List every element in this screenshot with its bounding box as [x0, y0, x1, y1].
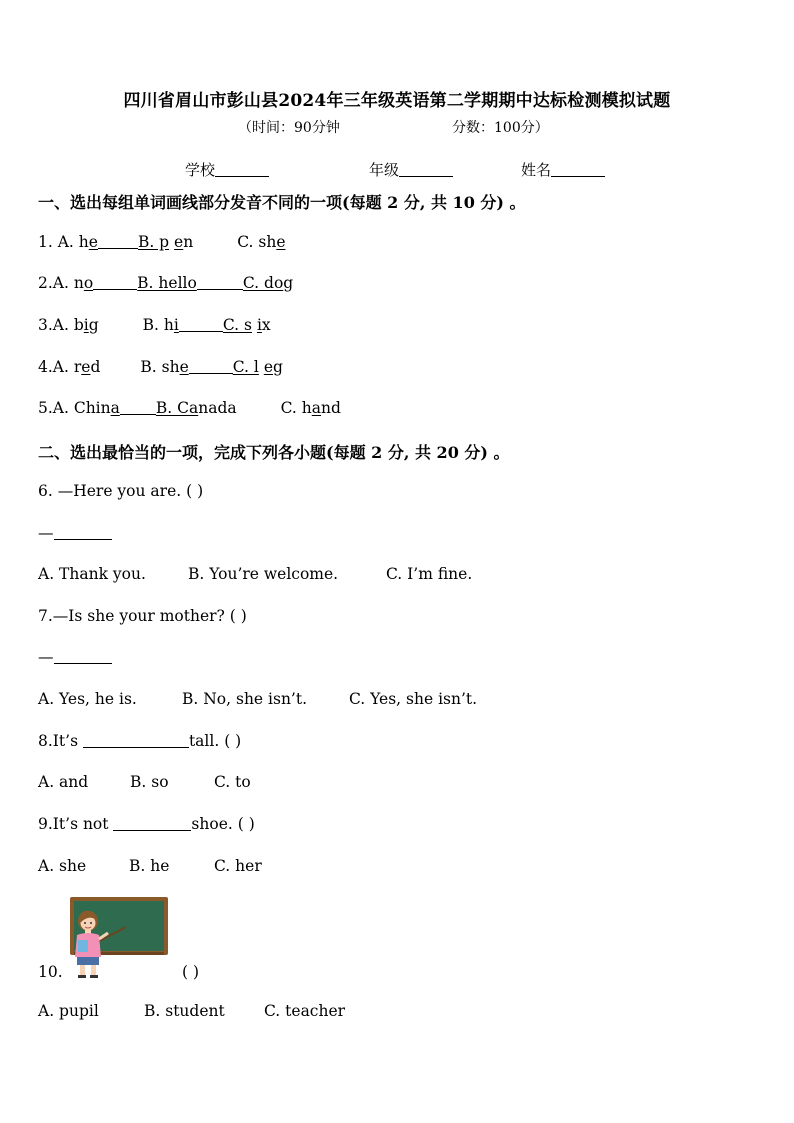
option-c[interactable]: C. I’m fine.: [386, 565, 473, 583]
question-10-number: 10.: [38, 963, 63, 981]
question-2: 2.A. no B. hello C. dog: [38, 274, 294, 292]
name-label: 姓名: [521, 161, 552, 179]
question-10-options: [38, 1002, 345, 1020]
teacher-blackboard-image: [66, 895, 170, 981]
time-label: （时间：90分钟: [238, 120, 340, 136]
option-b[interactable]: B. No, she isn’t.: [182, 690, 308, 708]
option-a[interactable]: A. and: [38, 773, 89, 791]
option-c[interactable]: C. Yes, she isn’t.: [349, 690, 478, 708]
answer-blank[interactable]: [54, 525, 112, 540]
question-9-options: [38, 857, 262, 875]
option-b[interactable]: B. so: [130, 773, 169, 791]
question-7-answer-line: —: [38, 648, 112, 666]
option-b: B. p: [137, 233, 170, 251]
question-6-stem: 6. —Here you are. ( ): [38, 482, 204, 500]
section2-heading: 二、选出最恰当的一项，完成下列各小题(每题 2 分, 共 20 分) 。: [38, 443, 510, 462]
grade-field: [369, 159, 453, 180]
question-1: 1. A. he B. p en C. she: [38, 233, 286, 251]
name-blank[interactable]: [551, 162, 605, 177]
question-6-options: [38, 565, 472, 583]
school-label: 学校: [185, 161, 216, 179]
option-a[interactable]: A. Yes, he is.: [38, 690, 137, 708]
option-a[interactable]: A. she: [38, 857, 87, 875]
option-c[interactable]: C. her: [214, 857, 262, 875]
question-7-options: [38, 690, 477, 708]
score-label: 分数：100分）: [452, 120, 549, 136]
name-field: [521, 159, 605, 180]
page-title: 四川省眉山市彭山县2024年三年级英语第二学期期中达标检测模拟试题: [123, 91, 671, 111]
option-b[interactable]: B. he: [129, 857, 170, 875]
question-6-answer-line: —: [38, 524, 112, 542]
grade-blank[interactable]: [399, 162, 453, 177]
question-7-stem: 7.—Is she your mother? ( ): [38, 607, 247, 625]
question-8-stem: 8.It’s tall. ( ): [38, 732, 242, 750]
option-a[interactable]: A. Thank you.: [38, 565, 146, 583]
option-a[interactable]: A. pupil: [38, 1002, 99, 1020]
school-field: [185, 159, 269, 180]
answer-blank[interactable]: [83, 733, 189, 748]
answer-blank[interactable]: [54, 649, 112, 664]
school-blank[interactable]: [215, 162, 269, 177]
section1-heading: 一、选出每组单词画线部分发音不同的一项(每题 2 分, 共 10 分) 。: [38, 193, 526, 212]
question-10-paren: ( ): [182, 963, 200, 981]
answer-blank[interactable]: [113, 816, 191, 831]
question-4: 4.A. red B. she C. l eg: [38, 358, 283, 376]
question-5: 5.A. China B. Canada C. hand: [38, 399, 341, 417]
question-8-options: [38, 773, 251, 791]
grade-label: 年级: [369, 161, 400, 179]
option-b[interactable]: B. You’re welcome.: [188, 565, 339, 583]
option-b[interactable]: B. student: [144, 1002, 225, 1020]
option-c[interactable]: C. teacher: [264, 1002, 346, 1020]
question-3: 3.A. big B. hi C. s ix: [38, 316, 271, 334]
question-9-stem: 9.It’s not shoe. ( ): [38, 815, 255, 833]
option-c[interactable]: C. to: [214, 773, 251, 791]
